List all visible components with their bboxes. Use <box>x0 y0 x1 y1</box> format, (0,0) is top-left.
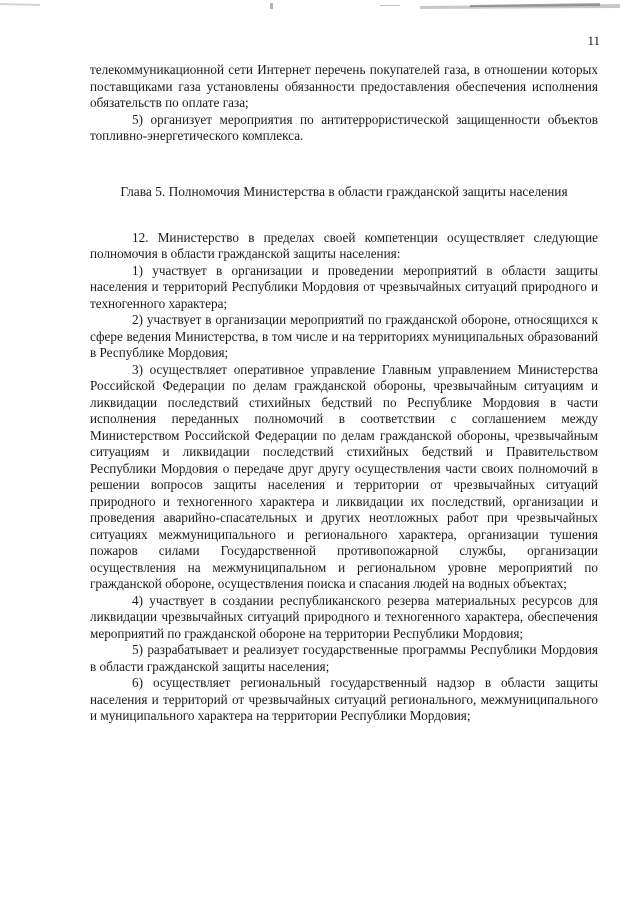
document-body <box>90 62 598 725</box>
clause-item: 3) осуществляет оперативное управление Главным управлением Министерства Российской Федерации по делам гражданской обороны, чрезвычайным ситуациям и ликвидации последствий стихийных бедствий по Республике Мордовия в части исполнения переданных полномочий в соответствии с соглашением между Министерством Российской Федерации по делам гражданской обороны, чрезвычайным ситуациям и ликвидации последствий стихийных бедствий и Правительством Республики Мордовия о передаче друг другу осуществления части своих полномочий в решении вопросов защиты населения и территории от чрезвычайных ситуаций природного и техногенного характера и ликвидации их последствий, организации и проведения аварийно-спасательных и других неотложных работ при чрезвычайных ситуациях межмуниципального и регионального характера, организации тушения пожаров силами Государственной противопожарной службы, организации осуществления на межмуниципальном и региональном уровне мероприятий по гражданской обороне, осуществления поиска и спасания людей на водных объектах; <box>90 361 598 591</box>
chapter-title: Глава 5. Полномочия Министерства в области гражданской защиты населения <box>120 183 568 199</box>
paragraph-continuation: телекоммуникационной сети Интернет перечень покупателей газа, в отношении которых поставщиками газа установлены обязанности предоставления обеспечения исполнения обязательств по оплате газа; <box>90 62 598 110</box>
clause-item: 2) участвует в организации мероприятий по гражданской обороне, относящихся к сфере ведения Министерства, в том числе и на территориях муниципальных образований в Республике Мордовия; <box>90 312 598 360</box>
clause-item: 5) разрабатывает и реализует государственные программы Республики Мордовия в области гражданской защиты населения; <box>90 642 598 674</box>
paragraph-item-5: 5) организует мероприятия по антитеррористической защищенности объектов топливно-энергетического комплекса. <box>90 111 598 143</box>
clause-item: 6) осуществляет региональный государственный надзор в области защиты населения и территорий от чрезвычайных ситуаций регионального, межмуниципального и муниципального характера на территории Республики Мордовия; <box>90 675 598 723</box>
clause-item: 4) участвует в создании республиканского резерва материальных ресурсов для ликвидации чрезвычайных ситуаций природного и техногенного характера, обеспечения мероприятий по гражданской обороне на территории Республики Мордовия; <box>90 592 598 641</box>
clause-12-lead: 12. Министерство в пределах своей компетенции осуществляет следующие полномочия в области гражданской защиты населения: <box>90 229 598 261</box>
page-number: 11 <box>587 33 600 48</box>
scan-edge-artifact <box>0 0 640 14</box>
clause-item: 1) участвует в организации и проведении мероприятий в области защиты населения и территорий Республики Мордовия от чрезвычайных ситуаций природного и техногенного характера; <box>90 262 598 311</box>
